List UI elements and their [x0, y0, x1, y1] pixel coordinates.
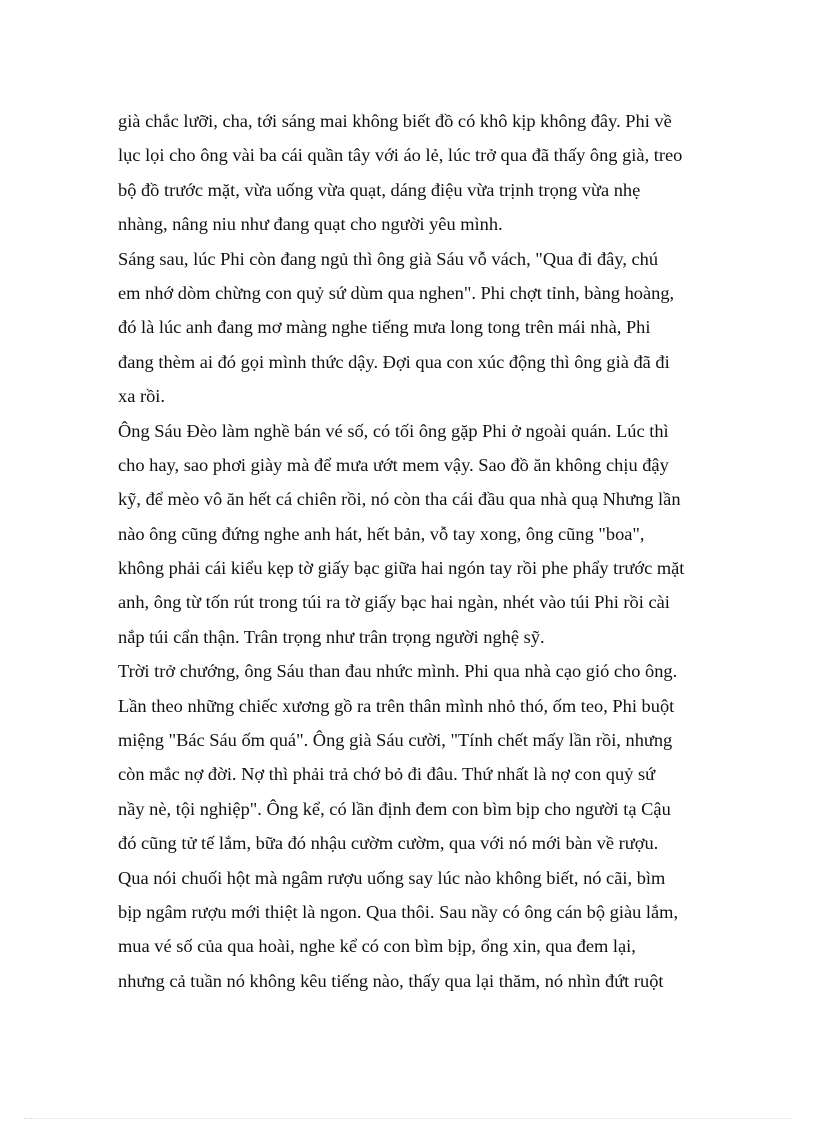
text-line: lục lọi cho ông vài ba cái quần tây với áo lẻ, lúc trở qua đã thấy ông già, treo	[118, 145, 683, 166]
text-line: bịp ngâm rượu mới thiệt là ngon. Qua thôi. Sau nầy có ông cán bộ giàu lắm,	[118, 901, 679, 922]
text-line: Ông Sáu Đèo làm nghề bán vé số, có tối ông gặp Phi ở ngoài quán. Lúc thì	[118, 420, 669, 441]
text-line: miệng "Bác Sáu ốm quá". Ông già Sáu cười, "Tính chết mấy lần rồi, nhưng	[118, 730, 673, 751]
text-line: Qua nói chuối hột mà ngâm rượu uống say lúc nào không biết, nó cãi, bìm	[118, 867, 666, 888]
text-line: cho hay, sao phơi giày mà để mưa ướt mem vậy. Sao đồ ăn không chịu đậy	[118, 454, 669, 475]
text-line: bộ đồ trước mặt, vừa uống vừa quạt, dáng điệu vừa trịnh trọng vừa nhẹ	[118, 179, 641, 200]
text-line: già chắc lưỡi, cha, tới sáng mai không biết đồ có khô kịp không đây. Phi về	[118, 111, 672, 131]
text-line: Sáng sau, lúc Phi còn đang ngủ thì ông già Sáu vỗ vách, "Qua đi đây, chú	[118, 248, 659, 269]
text-line: xa rồi.	[118, 386, 165, 407]
text-line: nầy nè, tội nghiệp". Ông kể, có lần định đem con bìm bịp cho người tạ Cậu	[118, 798, 671, 819]
text-line: em nhớ dòm chừng con quỷ sứ dùm qua nghen". Phi chợt tỉnh, bàng hoàng,	[118, 282, 675, 303]
page-bottom-divider	[24, 1118, 792, 1119]
text-line: Trời trở chướng, ông Sáu than đau nhức mình. Phi qua nhà cạo gió cho ông.	[118, 661, 678, 682]
text-line: nắp túi cẩn thận. Trân trọng như trân trọng người nghệ sỹ.	[118, 626, 545, 647]
text-line: không phải cái kiểu kẹp tờ giấy bạc giữa hai ngón tay rồi phe phẩy trước mặt	[118, 558, 685, 579]
text-line: mua vé số của qua hoài, nghe kể có con bìm bịp, ổng xin, qua đem lại,	[118, 936, 636, 957]
text-line: đang thèm ai đó gọi mình thức dậy. Đợi qua con xúc động thì ông già đã đi	[118, 351, 670, 372]
text-line: anh, ông từ tốn rút trong túi ra tờ giấy bạc hai ngàn, nhét vào túi Phi rồi cài	[118, 592, 670, 613]
text-line: kỹ, để mèo vô ăn hết cá chiên rồi, nó còn tha cái đầu qua nhà quạ Nhưng lần	[118, 489, 681, 510]
text-line: nhưng cả tuần nó không kêu tiếng nào, thấy qua lại thăm, nó nhìn đứt ruột	[118, 970, 664, 991]
body-text	[118, 104, 708, 998]
text-line: nào ông cũng đứng nghe anh hát, hết bản, vỗ tay xong, ông cũng "boa",	[118, 523, 645, 544]
text-line: còn mắc nợ đời. Nợ thì phải trả chớ bỏ đi đâu. Thứ nhất là nợ con quỷ sứ	[118, 764, 656, 785]
text-line: đó cũng tử tế lắm, bữa đó nhậu cườm cườm, qua với nó mới bàn về rượu.	[118, 833, 659, 854]
text-line: nhàng, nâng niu như đang quạt cho người yêu mình.	[118, 214, 503, 235]
text-line: Lần theo những chiếc xương gồ ra trên thân mình nhỏ thó, ốm teo, Phi buột	[118, 695, 675, 716]
text-line: đó là lúc anh đang mơ màng nghe tiếng mưa long tong trên mái nhà, Phi	[118, 317, 651, 338]
